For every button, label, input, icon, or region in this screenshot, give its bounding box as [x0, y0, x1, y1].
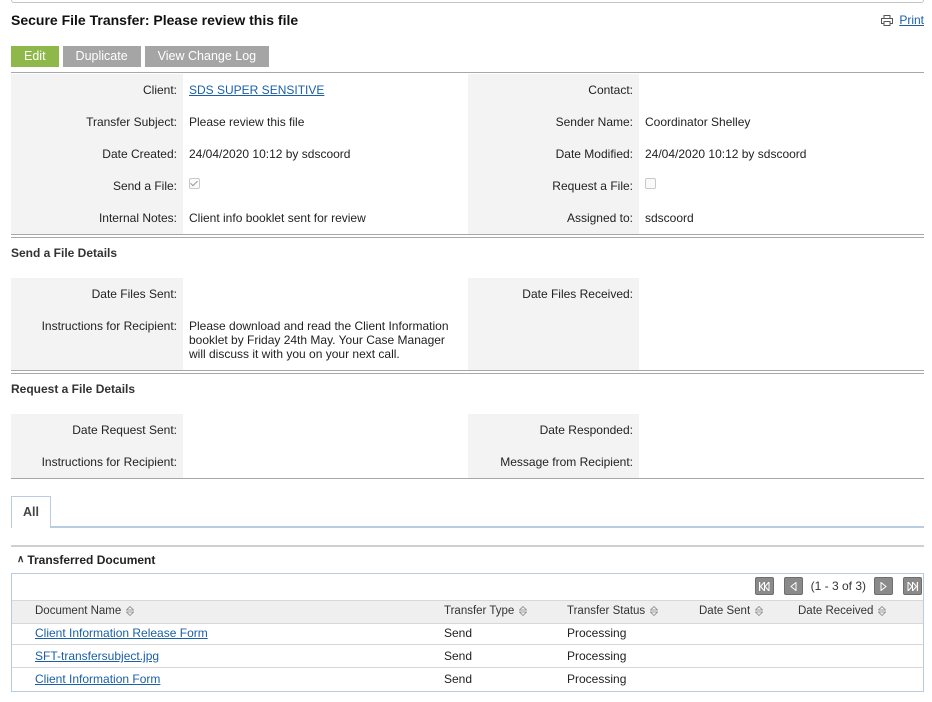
- top-frame: [11, 0, 924, 3]
- sort-icon: [650, 606, 658, 616]
- transfer-status-cell: Processing: [567, 649, 627, 663]
- divider: [11, 72, 924, 73]
- sort-icon: [755, 606, 763, 616]
- toolbar: [11, 46, 269, 67]
- date-modified-label: Date Modified:: [555, 147, 633, 161]
- request-details-grid: [11, 414, 924, 478]
- column-header-document-name[interactable]: Document Name: [35, 605, 134, 617]
- sort-icon: [126, 606, 134, 616]
- document-name-link[interactable]: Client Information Release Form: [35, 626, 208, 640]
- print-label[interactable]: Print: [899, 13, 924, 27]
- date-modified-value: 24/04/2020 10:12 by sdscoord: [645, 147, 807, 161]
- transferred-documents-table: [11, 573, 924, 692]
- column-header-transfer-type[interactable]: Transfer Type: [444, 605, 527, 617]
- request-a-file-label: Request a File:: [552, 179, 633, 193]
- document-name-link[interactable]: Client Information Form: [35, 672, 161, 686]
- table-row: [12, 645, 923, 668]
- send-details-grid: [11, 278, 924, 370]
- sender-name-label: Sender Name:: [555, 115, 633, 129]
- date-created-value: 24/04/2020 10:12 by sdscoord: [189, 147, 351, 161]
- assigned-to-value: sdscoord: [645, 211, 694, 225]
- divider: [11, 234, 924, 238]
- transfer-subject-value: Please review this file: [189, 115, 305, 129]
- table-header: [12, 600, 923, 624]
- send-file-details-heading: Send a File Details: [11, 246, 118, 260]
- transfer-type-cell: Send: [444, 649, 473, 663]
- next-page-button[interactable]: [874, 577, 893, 595]
- date-request-sent-label: Date Request Sent:: [72, 423, 177, 437]
- last-page-button[interactable]: [903, 577, 922, 595]
- sender-name-value: Coordinator Shelley: [645, 115, 751, 129]
- divider: [11, 478, 924, 479]
- printer-icon: [881, 15, 893, 26]
- last-page-icon: [907, 582, 918, 591]
- previous-page-icon: [790, 582, 797, 591]
- details-grid: [11, 74, 924, 234]
- send-a-file-label: Send a File:: [112, 179, 177, 193]
- contact-label: Contact:: [588, 83, 633, 97]
- divider: [11, 370, 924, 374]
- date-files-received-label: Date Files Received:: [522, 287, 633, 301]
- request-a-file-checkbox: [645, 178, 656, 189]
- message-from-recipient-label: Message from Recipient:: [500, 455, 633, 469]
- request-file-details-heading: Request a File Details: [11, 382, 136, 396]
- date-responded-label: Date Responded:: [539, 423, 633, 437]
- table-row: [12, 668, 923, 690]
- assigned-to-label: Assigned to:: [566, 211, 633, 225]
- first-page-icon: [759, 582, 770, 591]
- column-header-date-received[interactable]: Date Received: [798, 605, 886, 617]
- page-title: Secure File Transfer: Please review this file: [11, 12, 299, 28]
- date-created-label: Date Created:: [102, 147, 177, 161]
- transfer-type-cell: Send: [444, 626, 473, 640]
- first-page-button[interactable]: [755, 577, 774, 595]
- next-page-icon: [880, 582, 887, 591]
- client-link[interactable]: SDS SUPER SENSITIVE: [189, 83, 325, 97]
- tab-bar: [11, 496, 924, 528]
- instructions-for-recipient-label: Instructions for Recipient:: [41, 319, 177, 333]
- send-a-file-checkbox: [189, 178, 200, 189]
- pager: [755, 577, 922, 595]
- date-files-sent-label: Date Files Sent:: [91, 287, 177, 301]
- table-row: [12, 622, 923, 645]
- column-header-transfer-status[interactable]: Transfer Status: [567, 605, 658, 617]
- previous-page-button[interactable]: [784, 577, 803, 595]
- instructions-for-recipient-value: Please download and read the Client Information booklet by Friday 24th May. Your Case Manager will discuss it with you on your next call.: [189, 319, 449, 361]
- pager-status: (1 - 3 of 3): [810, 579, 866, 593]
- duplicate-button[interactable]: Duplicate: [63, 46, 141, 67]
- transfer-type-cell: Send: [444, 672, 473, 686]
- sort-icon: [878, 606, 886, 616]
- client-label: Client:: [142, 83, 177, 97]
- collapse-chevron-icon[interactable]: ∧: [17, 554, 25, 565]
- view-change-log-button[interactable]: View Change Log: [145, 46, 269, 67]
- internal-notes-label: Internal Notes:: [98, 211, 177, 225]
- column-header-date-sent[interactable]: Date Sent: [699, 605, 763, 617]
- transfer-status-cell: Processing: [567, 672, 627, 686]
- request-instructions-label: Instructions for Recipient:: [41, 455, 177, 469]
- document-name-link[interactable]: SFT-transfersubject.jpg: [35, 649, 160, 663]
- transferred-document-title: Transferred Document: [27, 553, 156, 567]
- internal-notes-value: Client info booklet sent for review: [189, 211, 366, 225]
- edit-button[interactable]: Edit: [11, 46, 59, 67]
- sort-icon: [519, 606, 527, 616]
- transferred-document-panel-header: [11, 545, 924, 575]
- transfer-subject-label: Transfer Subject:: [86, 115, 177, 129]
- transfer-status-cell: Processing: [567, 626, 627, 640]
- print-link[interactable]: [881, 13, 924, 27]
- tab-all[interactable]: All: [11, 496, 51, 526]
